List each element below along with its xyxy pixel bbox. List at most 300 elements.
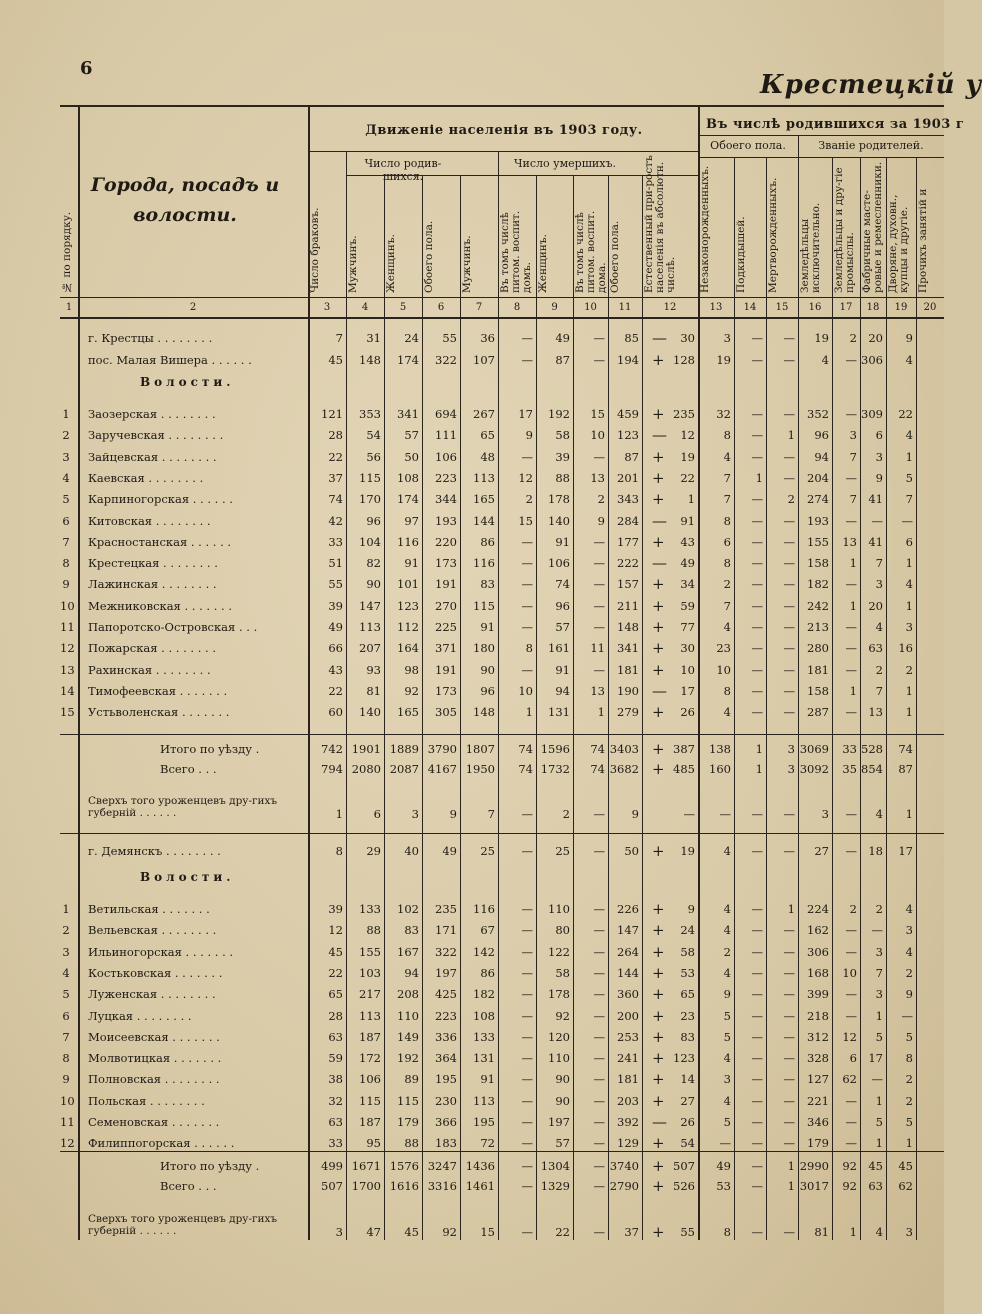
value-cell: — xyxy=(751,965,763,980)
value-cell: — xyxy=(783,1136,795,1151)
value-cell: 168 xyxy=(807,965,829,980)
column-number-8: 8 xyxy=(513,302,521,313)
value-cell: 4 xyxy=(723,923,731,938)
value-cell: 57 xyxy=(555,620,570,634)
value-cell: 29 xyxy=(366,844,381,858)
increase-sign: + xyxy=(652,942,665,961)
value-cell: 1950 xyxy=(465,762,495,776)
value-cell: 5 xyxy=(875,1115,883,1129)
value-cell: 58 xyxy=(680,944,695,959)
value-cell: 172 xyxy=(359,1051,381,1066)
increase-sign: + xyxy=(652,1177,665,1195)
volost-row xyxy=(60,1092,944,1112)
value-cell: 22 xyxy=(328,683,343,698)
value-cell: 23 xyxy=(716,641,731,656)
column-header-10: Въ томъ числѣ питом. воспит. дома. xyxy=(574,210,608,293)
value-cell: 72 xyxy=(480,1136,495,1151)
value-cell: 6 xyxy=(723,534,731,549)
value-cell: — xyxy=(521,1225,533,1239)
increase-sign: — xyxy=(652,511,667,530)
value-cell: — xyxy=(593,353,605,367)
value-cell: 3 xyxy=(335,1225,343,1239)
value-cell: — xyxy=(751,620,763,634)
value-cell: 40 xyxy=(404,844,419,858)
value-cell: 854 xyxy=(861,762,883,776)
row-name: Польская . . . . . . . . xyxy=(88,1093,205,1108)
value-cell: 45 xyxy=(328,944,343,959)
value-cell: — xyxy=(521,556,533,571)
column-header-14: Подкидышей. xyxy=(735,216,747,293)
value-cell: 305 xyxy=(435,705,457,720)
value-cell: 63 xyxy=(328,1029,343,1044)
volost-row xyxy=(60,469,944,489)
value-cell: — xyxy=(593,965,605,980)
value-cell: 60 xyxy=(328,705,343,720)
value-cell: 18 xyxy=(868,844,883,858)
row-name: Заручевская . . . . . . . . xyxy=(88,428,224,443)
value-cell: 155 xyxy=(359,944,381,959)
value-cell: — xyxy=(783,577,795,592)
value-cell: 74 xyxy=(518,742,533,756)
column-number-12: 12 xyxy=(663,302,677,313)
row-name: пос. Малая Вишера . . . . . . xyxy=(88,353,252,367)
value-cell: — xyxy=(783,705,795,720)
value-cell: 37 xyxy=(624,1225,639,1239)
column-number-2: 2 xyxy=(189,302,197,313)
column-header-20: Прочихъ занятій и xyxy=(917,188,929,293)
volost-row xyxy=(60,1028,944,1048)
row-index: 6 xyxy=(62,1008,70,1023)
value-cell: 2 xyxy=(723,944,731,959)
row-name: Рахинская . . . . . . . . xyxy=(88,662,211,677)
value-cell: 187 xyxy=(359,1029,381,1044)
value-cell: 5 xyxy=(723,1008,731,1023)
value-cell: 32 xyxy=(716,407,731,421)
running-title: Крестецкій у xyxy=(760,70,982,100)
value-cell: 63 xyxy=(328,1115,343,1129)
column-number-18: 18 xyxy=(866,302,880,313)
value-cell: 96 xyxy=(480,683,495,698)
row-index: 5 xyxy=(62,492,70,507)
value-cell: 15 xyxy=(518,513,533,528)
value-cell: — xyxy=(521,1159,533,1173)
column-header-8: Въ томъ числѣ питом. воспит. домъ. xyxy=(499,210,533,293)
value-cell: — xyxy=(751,449,763,464)
row-name: Молвотицкая . . . . . . . xyxy=(88,1051,222,1066)
value-cell: 193 xyxy=(435,513,457,528)
value-cell: 161 xyxy=(548,641,570,656)
value-cell: — xyxy=(845,844,857,858)
value-cell: 1616 xyxy=(389,1179,419,1193)
value-cell: 3 xyxy=(905,1225,913,1239)
row-index: 11 xyxy=(60,1115,75,1129)
value-cell: 19 xyxy=(814,331,829,345)
value-cell: 181 xyxy=(807,662,829,677)
value-cell: — xyxy=(783,807,795,821)
value-cell: 223 xyxy=(435,470,457,485)
row-index: 3 xyxy=(62,449,70,464)
value-cell: 90 xyxy=(555,1072,570,1087)
value-cell: — xyxy=(783,1051,795,1066)
volost-row xyxy=(60,1049,944,1069)
column-header-7: Мужчинъ. xyxy=(461,235,473,293)
value-cell: 123 xyxy=(617,428,639,443)
total-row xyxy=(60,740,944,760)
value-cell: 36 xyxy=(480,331,495,345)
increase-sign: — xyxy=(652,681,667,700)
value-cell: 507 xyxy=(673,1159,695,1173)
value-cell: 1596 xyxy=(540,742,570,756)
volost-row xyxy=(60,1007,944,1027)
value-cell: — xyxy=(593,1115,605,1129)
value-cell: 9 xyxy=(687,902,695,916)
value-cell: 8 xyxy=(905,1051,913,1066)
value-cell: 218 xyxy=(807,1008,829,1023)
value-cell: 115 xyxy=(397,1093,419,1108)
row-index: 12 xyxy=(60,1136,75,1151)
value-cell: 14 xyxy=(680,1072,695,1087)
value-cell: — xyxy=(593,1159,605,1173)
value-cell: — xyxy=(845,513,857,528)
natives-row xyxy=(60,1213,944,1243)
value-cell: 123 xyxy=(673,1051,695,1066)
value-cell: 309 xyxy=(861,407,883,421)
volost-row xyxy=(60,575,944,595)
value-cell: 160 xyxy=(709,762,731,776)
increase-sign: + xyxy=(652,618,665,636)
value-cell: 274 xyxy=(807,492,829,507)
value-cell: 3 xyxy=(821,807,829,821)
value-cell: 67 xyxy=(480,923,495,938)
value-cell: 4 xyxy=(905,428,913,443)
value-cell: — xyxy=(783,598,795,613)
value-cell: 24 xyxy=(680,923,695,938)
increase-sign: + xyxy=(652,703,665,722)
column-header-9: Женщинъ. xyxy=(537,234,549,293)
value-cell: 54 xyxy=(366,428,381,443)
value-cell: 144 xyxy=(617,965,639,980)
value-cell: 13 xyxy=(590,470,605,485)
value-cell: 39 xyxy=(328,598,343,613)
value-cell: 4 xyxy=(905,353,913,367)
row-index: 7 xyxy=(62,1029,70,1044)
value-cell: 102 xyxy=(397,902,419,916)
value-cell: 5 xyxy=(905,1029,913,1044)
row-name: г. Демянскъ . . . . . . . . xyxy=(88,844,221,858)
value-cell: — xyxy=(845,705,857,720)
value-cell: — xyxy=(783,641,795,656)
value-cell: — xyxy=(751,1008,763,1023)
value-cell: — xyxy=(783,331,795,345)
value-cell: 191 xyxy=(435,577,457,592)
value-cell: 1304 xyxy=(540,1159,570,1173)
value-cell: 179 xyxy=(807,1136,829,1151)
value-cell: 1732 xyxy=(540,762,570,776)
value-cell: 59 xyxy=(328,1051,343,1066)
increase-sign: + xyxy=(652,1006,665,1025)
value-cell: 22 xyxy=(680,470,695,485)
value-cell: — xyxy=(521,944,533,959)
volost-row xyxy=(60,426,944,446)
increase-sign: + xyxy=(652,1091,665,1110)
value-cell: 2 xyxy=(905,1093,913,1108)
value-cell: 133 xyxy=(359,902,381,916)
value-cell: 221 xyxy=(807,1093,829,1108)
value-cell: — xyxy=(593,1008,605,1023)
value-cell: 208 xyxy=(397,987,419,1002)
value-cell: 86 xyxy=(480,534,495,549)
value-cell: 306 xyxy=(807,944,829,959)
value-cell: 22 xyxy=(328,965,343,980)
value-cell: 3316 xyxy=(427,1179,457,1193)
value-cell: — xyxy=(593,556,605,571)
value-cell: 182 xyxy=(807,577,829,592)
value-cell: 106 xyxy=(359,1072,381,1087)
value-cell: 110 xyxy=(548,902,570,916)
value-cell: 213 xyxy=(807,620,829,634)
value-cell: — xyxy=(521,987,533,1002)
value-cell: 197 xyxy=(548,1115,570,1129)
volost-row xyxy=(60,405,944,425)
value-cell: 312 xyxy=(807,1029,829,1044)
value-cell: — xyxy=(521,1115,533,1129)
value-cell: 217 xyxy=(359,987,381,1002)
value-cell: 88 xyxy=(366,923,381,938)
value-cell: 7 xyxy=(875,965,883,980)
value-cell: 181 xyxy=(617,1072,639,1087)
value-cell: 53 xyxy=(716,1179,731,1193)
value-cell: 7 xyxy=(875,683,883,698)
row-name: Костьковская . . . . . . . xyxy=(88,965,223,980)
value-cell: — xyxy=(751,534,763,549)
value-cell: 3247 xyxy=(427,1159,457,1173)
row-name: Красностанская . . . . . . xyxy=(88,534,232,549)
value-cell: — xyxy=(751,556,763,571)
value-cell: — xyxy=(751,1072,763,1087)
value-cell: — xyxy=(719,1136,731,1151)
value-cell: — xyxy=(845,944,857,959)
value-cell: 97 xyxy=(404,513,419,528)
value-cell: — xyxy=(845,1115,857,1129)
value-cell: 22 xyxy=(328,449,343,464)
town-row xyxy=(60,842,944,862)
column-header-18: Фабричные масте-ровые и ремесленники. xyxy=(861,161,884,293)
column-number-1: 1 xyxy=(65,302,73,313)
value-cell: 85 xyxy=(624,331,639,345)
row-index: 2 xyxy=(62,428,70,443)
value-cell: 147 xyxy=(359,598,381,613)
row-name: Всего . . . xyxy=(160,1179,217,1193)
section-label-volosts: Волости. xyxy=(140,375,235,389)
value-cell: 120 xyxy=(548,1029,570,1044)
row-name: Сверхъ того уроженцевъ дру-гихъ губерній . . . . . . xyxy=(88,795,278,819)
value-cell: 1 xyxy=(787,428,795,443)
column-header-1: № по порядку. xyxy=(61,211,73,293)
value-cell: 6 xyxy=(875,428,883,443)
value-cell: 7 xyxy=(849,492,857,507)
value-cell: 226 xyxy=(617,902,639,916)
value-cell: 91 xyxy=(480,620,495,634)
value-cell: — xyxy=(593,449,605,464)
value-cell: 2 xyxy=(875,902,883,916)
value-cell: 8 xyxy=(723,683,731,698)
value-cell: 8 xyxy=(525,641,533,656)
value-cell: 178 xyxy=(548,987,570,1002)
value-cell: 74 xyxy=(590,762,605,776)
value-cell: 1329 xyxy=(540,1179,570,1193)
value-cell: 127 xyxy=(807,1072,829,1087)
value-cell: 65 xyxy=(680,987,695,1002)
value-cell: 9 xyxy=(449,807,457,821)
value-cell: — xyxy=(751,807,763,821)
column-header-16: Земледѣльцы исключительно. xyxy=(799,202,822,293)
value-cell: — xyxy=(521,331,533,345)
value-cell: 33 xyxy=(842,742,857,756)
row-name: Папоротско-Островская . . . xyxy=(88,620,258,634)
increase-sign: — xyxy=(652,1113,667,1131)
value-cell: 191 xyxy=(435,662,457,677)
value-cell: 88 xyxy=(404,1136,419,1151)
value-cell: 116 xyxy=(397,534,419,549)
value-cell: 49 xyxy=(328,620,343,634)
value-cell: — xyxy=(593,620,605,634)
row-name: Итого по уѣзду . xyxy=(160,742,260,756)
total-row xyxy=(60,760,944,780)
value-cell: 12 xyxy=(842,1029,857,1044)
value-cell: 11 xyxy=(590,641,605,656)
value-cell: — xyxy=(593,902,605,916)
value-cell: — xyxy=(751,923,763,938)
value-cell: 92 xyxy=(555,1008,570,1023)
value-cell: 74 xyxy=(518,762,533,776)
value-cell: 39 xyxy=(328,902,343,916)
value-cell: 98 xyxy=(404,662,419,677)
row-index: 12 xyxy=(60,641,75,656)
value-cell: 13 xyxy=(868,705,883,720)
value-cell: — xyxy=(751,944,763,959)
value-cell: 287 xyxy=(807,705,829,720)
value-cell: — xyxy=(783,944,795,959)
value-cell: 280 xyxy=(807,641,829,656)
value-cell: 41 xyxy=(868,534,883,549)
increase-sign: + xyxy=(652,405,665,423)
value-cell: 225 xyxy=(435,620,457,634)
increase-sign: + xyxy=(652,447,665,466)
value-cell: — xyxy=(783,1029,795,1044)
value-cell: 9 xyxy=(905,987,913,1002)
value-cell: 1576 xyxy=(389,1159,419,1173)
value-cell: — xyxy=(593,923,605,938)
row-index: 9 xyxy=(62,577,70,592)
increase-sign: — xyxy=(652,329,667,347)
value-cell: 24 xyxy=(404,331,419,345)
value-cell: — xyxy=(783,1225,795,1239)
row-index: 15 xyxy=(60,705,75,720)
value-cell: 2 xyxy=(875,662,883,677)
value-cell: 2 xyxy=(597,492,605,507)
increase-sign: + xyxy=(652,351,665,369)
value-cell: 220 xyxy=(435,534,457,549)
volost-row xyxy=(60,900,944,920)
value-cell: 794 xyxy=(321,762,343,776)
value-cell: — xyxy=(751,662,763,677)
increase-sign: + xyxy=(652,900,665,918)
value-cell: 177 xyxy=(617,534,639,549)
row-name: Ветильская . . . . . . . xyxy=(88,902,210,916)
value-cell: 174 xyxy=(397,353,419,367)
value-cell: 1 xyxy=(875,1008,883,1023)
value-cell: — xyxy=(783,513,795,528)
row-name: Пожарская . . . . . . . . xyxy=(88,641,216,656)
group-header-births-breakdown: Въ числѣ родившихся за 1903 г xyxy=(706,117,965,132)
value-cell: — xyxy=(751,1159,763,1173)
value-cell: 352 xyxy=(807,407,829,421)
value-cell: — xyxy=(719,807,731,821)
value-cell: 47 xyxy=(366,1225,381,1239)
value-cell: 2 xyxy=(849,902,857,916)
value-cell: — xyxy=(521,1136,533,1151)
value-cell: 1700 xyxy=(351,1179,381,1193)
value-cell: 7 xyxy=(849,449,857,464)
value-cell: 96 xyxy=(366,513,381,528)
value-cell: 193 xyxy=(807,513,829,528)
value-cell: — xyxy=(751,641,763,656)
value-cell: 264 xyxy=(617,944,639,959)
value-cell: 147 xyxy=(617,923,639,938)
value-cell: 1 xyxy=(905,598,913,613)
increase-sign: + xyxy=(652,639,665,658)
value-cell: 30 xyxy=(680,331,695,345)
value-cell: 343 xyxy=(617,492,639,507)
value-cell: 89 xyxy=(404,1072,419,1087)
value-cell: 7 xyxy=(487,807,495,821)
value-cell: 8 xyxy=(335,844,343,858)
value-cell: — xyxy=(783,1072,795,1087)
value-cell: — xyxy=(783,556,795,571)
value-cell: 43 xyxy=(328,662,343,677)
value-cell: 1 xyxy=(787,1159,795,1173)
value-cell: 91 xyxy=(555,534,570,549)
column-header-13: Незаконорожденныхъ. xyxy=(699,165,711,293)
value-cell: — xyxy=(845,577,857,592)
row-index: 4 xyxy=(62,965,70,980)
value-cell: 526 xyxy=(673,1179,695,1193)
value-cell: 51 xyxy=(328,556,343,571)
value-cell: 4 xyxy=(875,807,883,821)
value-cell: 115 xyxy=(359,470,381,485)
value-cell: 197 xyxy=(435,965,457,980)
column-header-6: Обоего пола. xyxy=(423,220,435,293)
value-cell: — xyxy=(521,902,533,916)
value-cell: — xyxy=(521,1051,533,1066)
value-cell: 133 xyxy=(473,1029,495,1044)
value-cell: — xyxy=(845,662,857,677)
value-cell: — xyxy=(783,844,795,858)
value-cell: 121 xyxy=(321,407,343,421)
volost-row xyxy=(60,490,944,510)
value-cell: 112 xyxy=(397,620,419,634)
value-cell: 19 xyxy=(680,449,695,464)
value-cell: 87 xyxy=(555,353,570,367)
value-cell: 55 xyxy=(680,1225,695,1239)
row-index: 9 xyxy=(62,1072,70,1087)
value-cell: 170 xyxy=(359,492,381,507)
value-cell: 22 xyxy=(555,1225,570,1239)
value-cell: 56 xyxy=(366,449,381,464)
value-cell: 371 xyxy=(435,641,457,656)
value-cell: 17 xyxy=(898,844,913,858)
row-name: Межниковская . . . . . . . xyxy=(88,598,232,613)
